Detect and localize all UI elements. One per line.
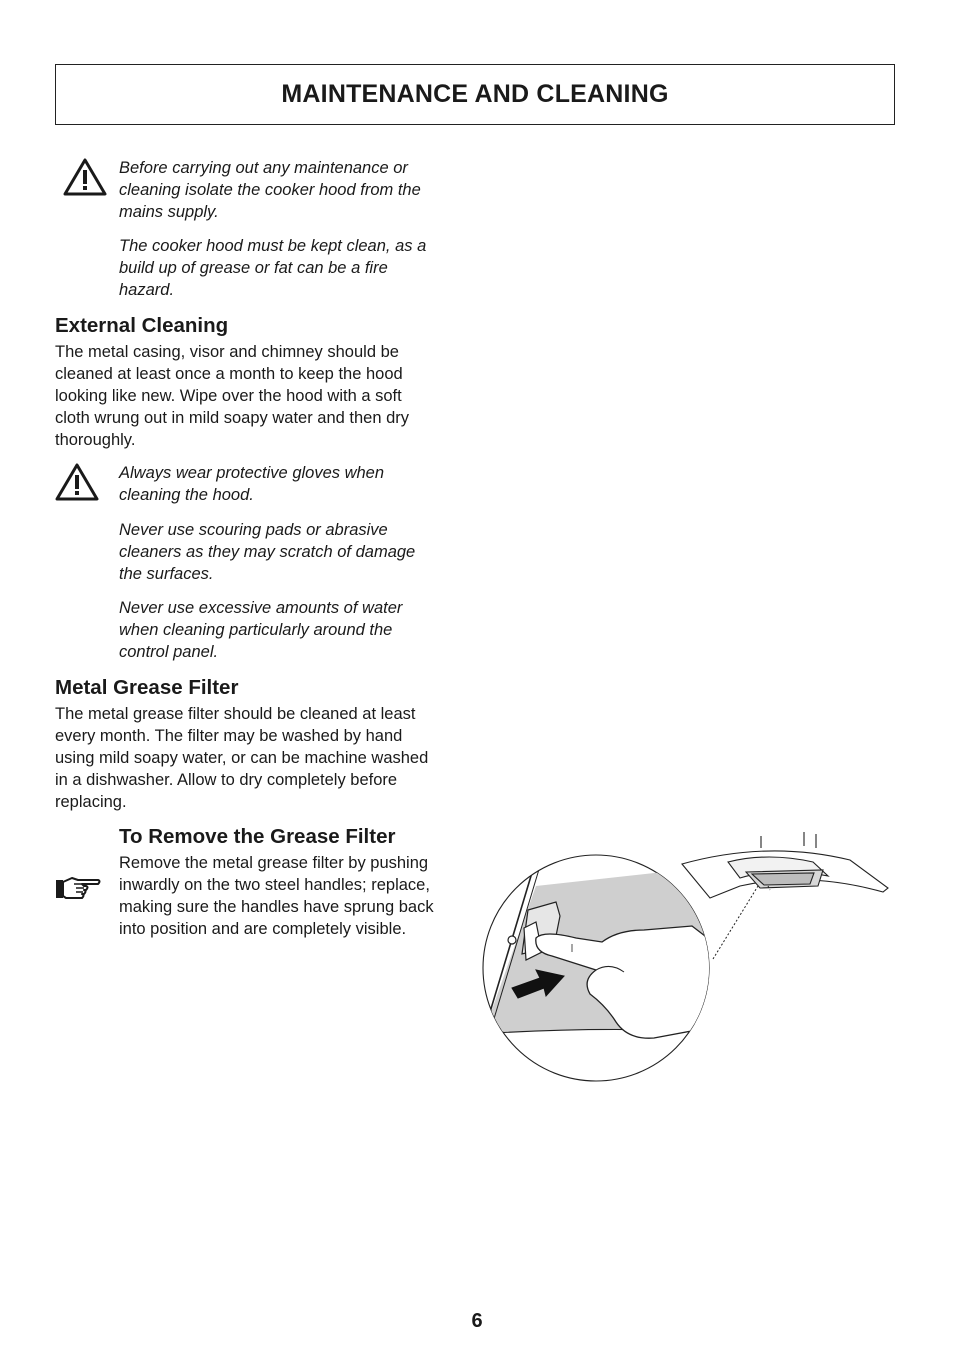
subsection-heading-remove-filter: To Remove the Grease Filter bbox=[119, 825, 396, 848]
note-line: build up of grease or fat can be a fire bbox=[119, 259, 388, 277]
note-line: mains supply. bbox=[119, 203, 219, 221]
warning-note bbox=[119, 519, 469, 585]
note-line: cleaning the hood. bbox=[119, 486, 254, 504]
note-line: hazard. bbox=[119, 281, 175, 299]
cooker-hood-drawing bbox=[682, 832, 888, 898]
note-line: Before carrying out any maintenance or bbox=[119, 159, 408, 177]
body-line: every month. The filter may be washed by hand bbox=[55, 727, 403, 745]
warning-note bbox=[119, 462, 469, 506]
note-line: control panel. bbox=[119, 643, 219, 661]
body-line: The metal casing, visor and chimney should be bbox=[55, 343, 399, 361]
page-title: MAINTENANCE AND CLEANING bbox=[281, 80, 669, 108]
body-line: thoroughly. bbox=[55, 431, 136, 449]
body-line: into position and are completely visible. bbox=[119, 920, 407, 938]
warning-note bbox=[119, 235, 469, 301]
warning-note bbox=[119, 597, 469, 663]
section-heading-metal-grease-filter: Metal Grease Filter bbox=[55, 676, 239, 699]
grease-filter-removal-illustration bbox=[478, 826, 898, 1086]
section-body bbox=[55, 703, 475, 813]
page-header bbox=[55, 64, 895, 125]
subsection-body bbox=[119, 852, 479, 940]
page-number: 6 bbox=[471, 1310, 483, 1332]
body-line: inwardly on the two steel handles; replace, bbox=[119, 876, 430, 894]
body-line: The metal grease filter should be cleaned at least bbox=[55, 705, 416, 723]
body-line: cleaned at least once a month to keep the hood bbox=[55, 365, 403, 383]
note-line: cleaning isolate the cooker hood from the bbox=[119, 181, 421, 199]
section-body bbox=[55, 341, 475, 451]
warning-triangle-icon bbox=[62, 157, 108, 197]
body-line: in a dishwasher. Allow to dry completely before bbox=[55, 771, 398, 789]
pointing-hand-icon bbox=[54, 874, 102, 902]
note-line: the surfaces. bbox=[119, 565, 214, 583]
note-line: cleaners as they may scratch of damage bbox=[119, 543, 416, 561]
body-line: looking like new. Wipe over the hood with a soft bbox=[55, 387, 402, 405]
note-line: Never use excessive amounts of water bbox=[119, 599, 403, 617]
body-line: cloth wrung out in mild soapy water and then dry bbox=[55, 409, 410, 427]
note-line: when cleaning particularly around the bbox=[119, 621, 393, 639]
body-line: making sure the handles have sprung back bbox=[119, 898, 434, 916]
warning-triangle-icon bbox=[54, 462, 100, 502]
body-line: replacing. bbox=[55, 793, 127, 811]
note-line: The cooker hood must be kept clean, as a bbox=[119, 237, 427, 255]
warning-note bbox=[119, 157, 469, 223]
section-heading-external-cleaning: External Cleaning bbox=[55, 314, 229, 337]
body-line: Remove the metal grease filter by pushing bbox=[119, 854, 429, 872]
note-line: Always wear protective gloves when bbox=[119, 464, 385, 482]
body-line: using mild soapy water, or can be machine washed bbox=[55, 749, 429, 767]
note-line: Never use scouring pads or abrasive bbox=[119, 521, 388, 539]
